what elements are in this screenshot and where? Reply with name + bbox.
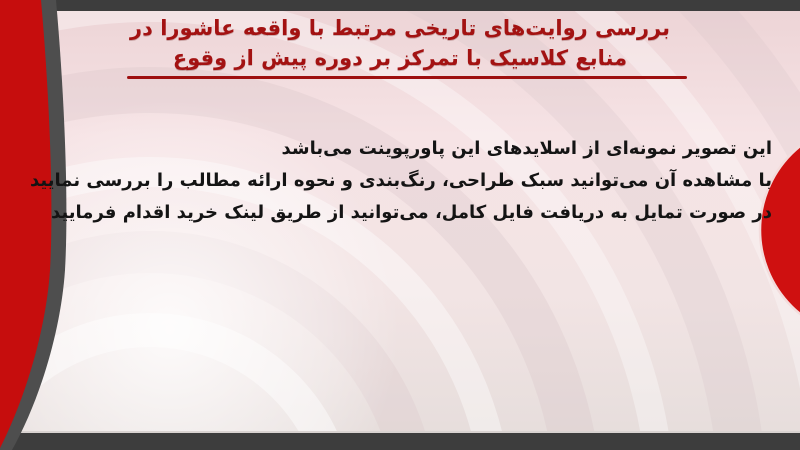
slide-title-line1: بررسی روایت‌های تاریخی مرتبط با واقعه عاشورا در [130,16,670,40]
bottom-bar [0,433,800,450]
slide-title [60,13,740,73]
bottom-bar-highlight [0,431,800,433]
body-line-1: این تصویر نمونه‌ای از اسلایدهای این پاورپوینت می‌باشد [281,138,772,159]
title-underline [127,76,687,79]
top-bar [0,0,800,11]
slide-title-line2: منابع کلاسیک با تمرکز بر دوره پیش از وقوع [172,46,628,70]
body-line-2: با مشاهده آن می‌توانید سبک طراحی، رنگ‌بندی و نحوه ارائه مطالب را بررسی نمایید [30,170,772,191]
slide-body [30,133,772,229]
body-line-3: در صورت تمایل به دریافت فایل کامل، می‌توانید از طریق لینک خرید اقدام فرمایید [51,202,772,223]
